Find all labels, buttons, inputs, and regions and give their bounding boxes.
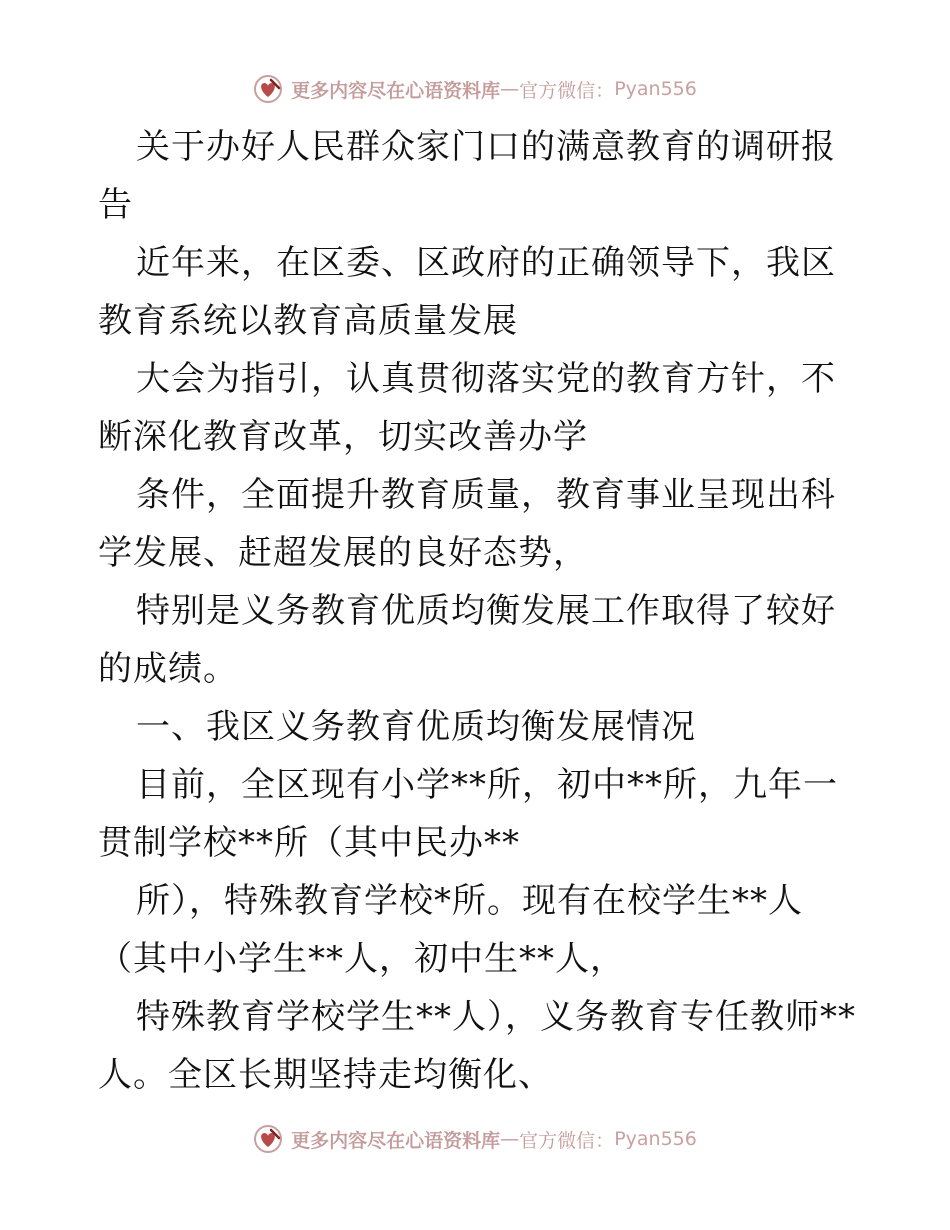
watermark-wechat-label: 官方微信：	[519, 1129, 615, 1152]
paragraph: 所），特殊教育学校*所。现有在校学生**人（其中小学生**人，初中生**人，	[98, 881, 803, 979]
paragraph: 近年来，在区委、区政府的正确领导下，我区教育系统以教育高质量发展	[98, 243, 836, 341]
watermark-footer	[0, 1124, 950, 1154]
watermark-wechat-label: 官方微信：	[519, 79, 615, 102]
paragraph: 特殊教育学校学生**人），义务教育专任教师**人。全区长期坚持走均衡化、	[98, 997, 856, 1095]
paragraph: 特别是义务教育优质均衡发展工作取得了较好的成绩。	[98, 591, 836, 689]
watermark-dash: —	[500, 78, 520, 100]
watermark-header	[0, 74, 950, 104]
section-heading: 一、我区义务教育优质均衡发展情况	[136, 707, 696, 747]
document-title: 关于办好人民群众家门口的满意教育的调研报告	[98, 127, 836, 225]
watermark-wechat-id: Pyan556	[614, 78, 697, 100]
watermark-dash: —	[500, 1128, 520, 1150]
paragraph: 大会为指引，认真贯彻落实党的教育方针，不断深化教育改革，切实改善办学	[98, 359, 836, 457]
heart-pen-logo-icon	[253, 1124, 283, 1154]
watermark-text: 更多内容尽在心语资料库	[291, 79, 501, 102]
watermark-text: 更多内容尽在心语资料库	[291, 1129, 501, 1152]
heart-pen-logo-icon	[253, 74, 283, 104]
paragraph: 条件，全面提升教育质量，教育事业呈现出科学发展、赶超发展的良好态势，	[98, 475, 836, 573]
watermark-wechat-id: Pyan556	[614, 1128, 697, 1150]
paragraph: 目前，全区现有小学**所，初中**所，九年一贯制学校**所（其中民办**	[98, 765, 838, 863]
document-body	[98, 118, 858, 1104]
